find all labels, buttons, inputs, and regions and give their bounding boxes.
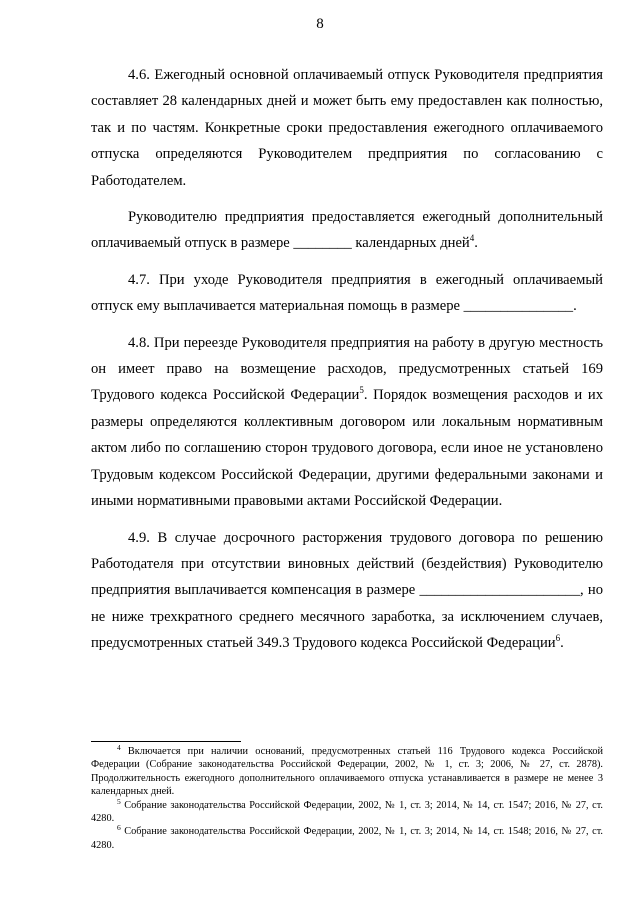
footnote-4 xyxy=(91,745,603,799)
paragraph-text-end: . xyxy=(560,635,564,652)
paragraph-additional-leave xyxy=(91,204,603,257)
footnote-5 xyxy=(91,796,603,826)
footnote-text: Собрание законодательства Российской Федерации, 2002, № 1, ст. 3; 2014, № 14, ст. 1547; 2016, № 27, ст. 4280. xyxy=(91,799,603,825)
footnote-text: Собрание законодательства Российской Федерации, 2002, № 1, ст. 3; 2014, № 14, ст. 1548; 2016, № 27, ст. 4280. xyxy=(91,826,603,851)
paragraph-4-8 xyxy=(91,330,603,515)
footnotes xyxy=(91,745,603,852)
footnote-6 xyxy=(91,825,603,852)
footnote-number: 4 xyxy=(117,743,121,752)
footnote-reference: 6 xyxy=(555,633,561,644)
footnote-number: 6 xyxy=(117,823,121,833)
paragraph-text: 4.9. В случае досрочного расторжения трудового договора по решению Работодателя при отсутствии виновных действий (бездействия) Руководителю предприятия выплачивается компенсация в размере ______________________, но не ниже трехкратного среднего месячного заработка, за исключением случаев, предусмотренных статьей 349.3 Трудового кодекса Российской Федерации xyxy=(91,529,603,652)
footnote-text: Включается при наличии оснований, предусмотренных статьей 116 Трудового кодекса Российской Федерации (Собрание законодательства Российской Федерации, 2002, № 1, ст. 3; 2006, № 27, ст. 2878). Продолжительность ежегодного дополнительного оплачиваемого отпуска устанавливается в размере не менее 3 календарных дней. xyxy=(91,746,603,798)
paragraph-text-end: . Порядок возмещения расходов и их размеры определяются коллективным договором или локальным нормативным актом либо по соглашению сторон трудового договора, если иное не установлено Трудовым кодексом Российской Федерации, другими федеральными законами и иными нормативными правовыми актами Российской Федерации. xyxy=(91,387,603,510)
paragraph-4-6 xyxy=(91,62,603,194)
footnote-reference: 4 xyxy=(469,233,475,244)
paragraph-text-end: . xyxy=(474,235,478,252)
paragraph-4-9 xyxy=(91,525,603,657)
paragraph-text: 4.8. При переезде Руководителя предприятия на работу в другую местность он имеет право на возмещение расходов, предусмотренных статьей 169 Трудового кодекса Российской Федерации xyxy=(91,334,603,404)
footnote-separator xyxy=(91,741,241,742)
paragraph-4-7 xyxy=(91,267,603,320)
paragraph-text: 4.7. При уходе Руководителя предприятия в ежегодный оплачиваемый отпуск ему выплачивается материальная помощь в размере _______________. xyxy=(91,271,603,315)
page-number: 8 xyxy=(316,16,324,32)
footnote-reference: 5 xyxy=(359,385,364,396)
document-body xyxy=(91,62,603,657)
footnote-number: 5 xyxy=(117,796,121,806)
paragraph-text: 4.6. Ежегодный основной оплачиваемый отпуск Руководителя предприятия составляет 28 календарных дней и может быть ему предоставлен как полностью, так и по частям. Конкретные сроки предоставления ежегодного оплачиваемого отпуска определяются Руководителем предприятия по согласованию с Работодателем. xyxy=(91,67,603,189)
paragraph-text: Руководителю предприятия предоставляется ежегодный дополнительный оплачиваемый отпуск в размере ________ календарных дней xyxy=(91,209,603,252)
